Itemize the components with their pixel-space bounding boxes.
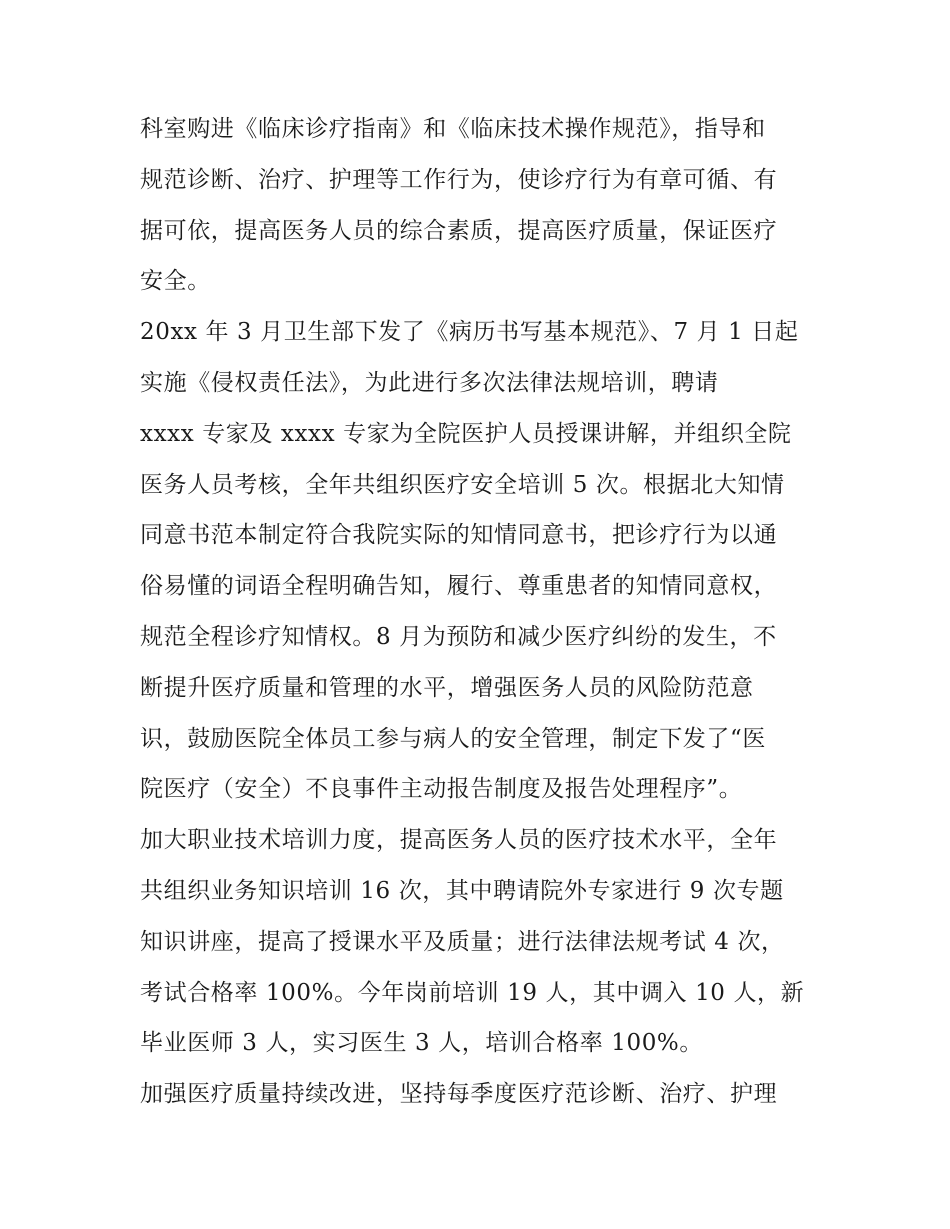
text-line: 规范诊断、治疗、护理等工作行为，使诊疗行为有章可循、有 — [140, 166, 778, 193]
text-line: 同意书范本制定符合我院实际的知情同意书，把诊疗行为以通 — [140, 522, 778, 549]
text-line: 安全。 — [140, 268, 211, 295]
text-line: 知识讲座，提高了授课水平及质量；进行法律法规考试 4 次， — [140, 928, 785, 955]
text-line: 加大职业技术培训力度，提高医务人员的医疗技术水平，全年 — [140, 827, 778, 854]
text-line: 断提升医疗质量和管理的水平，增强医务人员的风险防范意 — [140, 674, 754, 701]
text-line: 识，鼓励医院全体员工参与病人的安全管理，制定下发了“医 — [140, 725, 766, 752]
text-line: 实施《侵权责任法》，为此进行多次法律法规培训，聘请 — [140, 369, 719, 396]
text-line: 规范全程诊疗知情权。8 月为预防和减少医疗纠纷的发生，不 — [140, 623, 777, 650]
text-line: 加强医疗质量持续改进，坚持每季度医疗范诊断、治疗、护理 — [140, 1081, 778, 1108]
text-line: 据可依，提高医务人员的综合素质，提高医疗质量，保证医疗 — [140, 217, 778, 244]
text-line: 医务人员考核，全年共组织医疗安全培训 5 次。根据北大知情 — [140, 471, 785, 498]
text-line: 俗易懂的词语全程明确告知，履行、尊重患者的知情同意权， — [140, 573, 778, 600]
text-line: 考试合格率 100%。今年岗前培训 19 人，其中调入 10 人，新 — [140, 979, 805, 1006]
text-line: 院医疗（安全）不良事件主动报告制度及报告处理程序”。 — [140, 776, 743, 803]
text-line: 毕业医师 3 人，实习医生 3 人，培训合格率 100%。 — [140, 1030, 703, 1057]
document-body — [140, 104, 820, 1120]
text-line: 科室购进《临床诊疗指南》和《临床技术操作规范》，指导和 — [140, 116, 766, 142]
text-line: xxxx 专家及 xxxx 专家为全院医护人员授课讲解，并组织全院 — [140, 420, 792, 447]
text-line: 共组织业务知识培训 16 次，其中聘请院外专家进行 9 次专题 — [140, 877, 784, 904]
text-line: 20xx 年 3 月卫生部下发了《病历书写基本规范》、7 月 1 日起 — [140, 319, 799, 346]
